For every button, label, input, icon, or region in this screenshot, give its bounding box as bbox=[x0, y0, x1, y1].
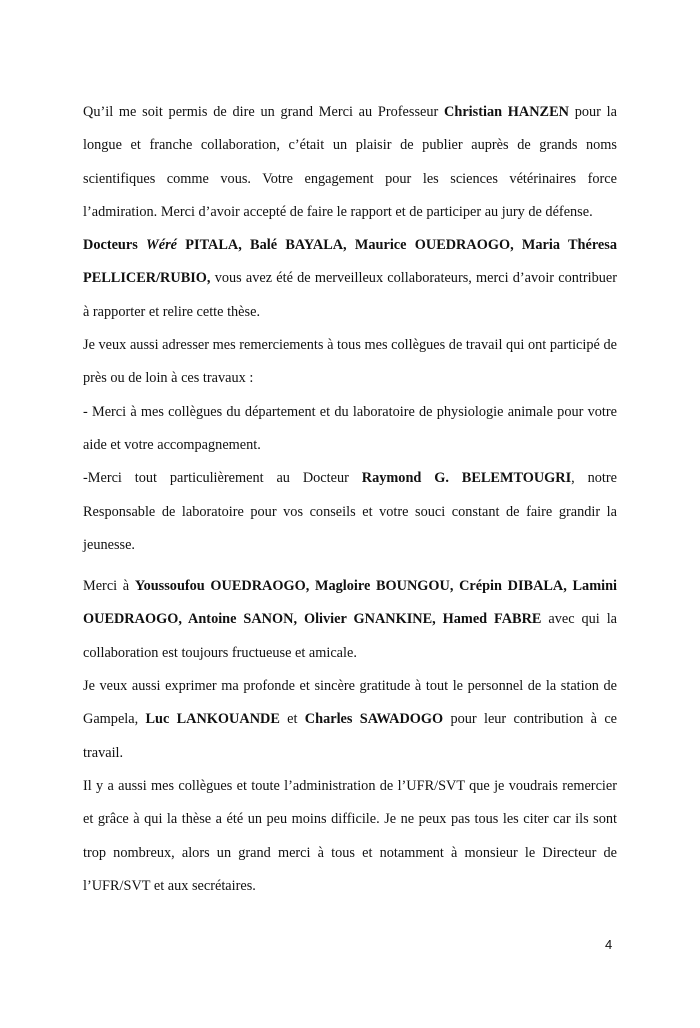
text-run: pour leur contribution à ce travail. bbox=[83, 711, 618, 761]
text-run: Je veux aussi adresser mes remerciements à tous mes collègues de travail qui ont participé de près ou de loin à ces travaux : bbox=[83, 337, 617, 387]
text-run: Il y a aussi mes collègues et toute l’administration de l’UFR/SVT que je voudrais remercier et grâce à qui la thèse a été un peu moins difficile. Je ne peux pas tous les citer car ils sont trop nombreux, alors un grand merci à tous et notamment à monsieur le Directeur de l’UFR/SVT et aux secrétaires. bbox=[83, 777, 617, 894]
bold-text-run: Youssoufou OUEDRAOGO, Magloire BOUNGOU, Crépin DIBALA, Lamini OUEDRAOGO, Antoine SANON, Olivier GNANKINE, Hamed FABRE bbox=[83, 578, 617, 628]
paragraph bbox=[83, 96, 617, 229]
bold-text-run: Christian HANZEN bbox=[444, 104, 569, 120]
bold-text-run: PITALA, Balé BAYALA, Maurice OUEDRAOGO, Maria Théresa PELLICER/RUBIO, bbox=[83, 237, 617, 287]
acknowledgements-body bbox=[83, 96, 617, 903]
paragraph bbox=[83, 396, 617, 463]
text-run: et bbox=[279, 711, 305, 728]
text-run: vous avez été de merveilleux collaborateurs, merci d’avoir contribuer à rapporter et relire cette thèse. bbox=[83, 270, 617, 320]
text-run: pour la longue et franche collaboration, c’était un plaisir de publier auprès de grands noms scientifiques comme vous. Votre engagement pour les sciences vétérinaires force l’admiration. Merci d’avoir accepté de faire le rapport et de participer au jury de défense. bbox=[83, 104, 617, 220]
bold-text-run: Docteurs bbox=[83, 237, 147, 254]
text-run: Je veux aussi exprimer ma profonde et sincère gratitude à tout le personnel de la station de Gampela, bbox=[83, 678, 617, 728]
page-number: 4 bbox=[605, 937, 613, 952]
text-run: avec qui la collaboration est toujours fructueuse et amicale. bbox=[83, 611, 618, 661]
paragraph bbox=[83, 229, 617, 329]
paragraph bbox=[83, 770, 617, 903]
text-run: -Merci tout particulièrement au Docteur bbox=[83, 470, 362, 487]
bold-text-run: Luc LANKOUANDE bbox=[145, 711, 280, 728]
bold-text-run: Charles SAWADOGO bbox=[304, 711, 444, 728]
paragraph bbox=[83, 462, 617, 562]
text-run: - Merci à mes collègues du département et du laboratoire de physiologie animale pour votre aide et votre accompagnement. bbox=[83, 403, 617, 453]
bold-text-run: Wéré bbox=[146, 237, 178, 254]
text-run: Merci à bbox=[83, 578, 135, 595]
paragraph bbox=[83, 329, 617, 396]
paragraph bbox=[83, 670, 617, 770]
bold-text-run: Raymond G. BELEMTOUGRI bbox=[361, 470, 572, 487]
paragraph bbox=[83, 570, 617, 670]
text-run: Qu’il me soit permis de dire un grand Merci au Professeur bbox=[83, 104, 445, 120]
text-run: , notre Responsable de laboratoire pour vos conseils et votre souci constant de faire grandir la jeunesse. bbox=[83, 470, 618, 553]
